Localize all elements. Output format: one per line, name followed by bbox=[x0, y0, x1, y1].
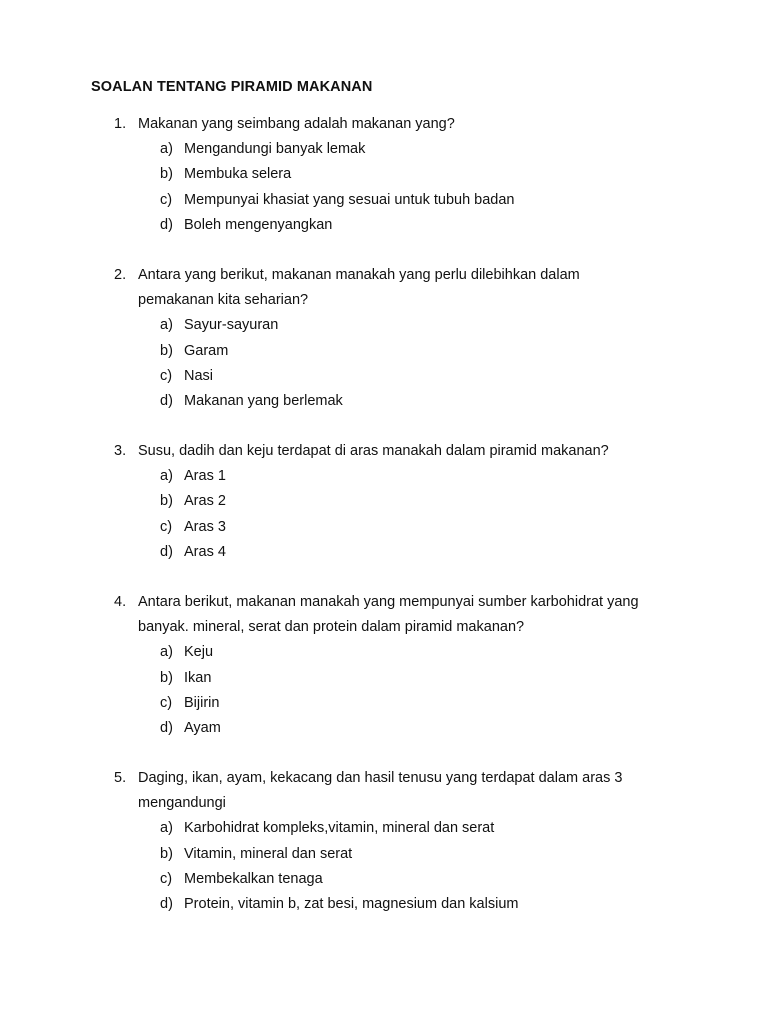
question-5 bbox=[0, 769, 768, 920]
option-c bbox=[0, 870, 768, 895]
option-letter: c) bbox=[160, 191, 173, 208]
option-letter: a) bbox=[160, 644, 173, 661]
option-text: Protein, vitamin b, zat besi, magnesium dan kalsium bbox=[184, 895, 519, 912]
option-letter: d) bbox=[160, 216, 173, 233]
option-text: Membekalkan tenaga bbox=[184, 870, 323, 887]
option-letter: b) bbox=[160, 845, 173, 862]
option-letter: c) bbox=[160, 367, 173, 384]
option-b bbox=[0, 669, 768, 694]
question-text: mengandungi bbox=[138, 795, 226, 812]
option-d bbox=[0, 216, 768, 241]
option-d bbox=[0, 895, 768, 920]
question-number: 4. bbox=[114, 594, 127, 610]
option-text: Keju bbox=[184, 644, 214, 661]
question-number: 1. bbox=[114, 116, 127, 132]
option-b bbox=[0, 342, 768, 367]
option-c bbox=[0, 367, 768, 392]
option-text: Nasi bbox=[184, 367, 214, 384]
question-line bbox=[0, 618, 768, 643]
option-c bbox=[0, 694, 768, 719]
option-text: Aras 2 bbox=[184, 493, 226, 510]
option-letter: d) bbox=[160, 719, 173, 736]
option-text: Vitamin, mineral dan serat bbox=[184, 845, 353, 862]
question-line bbox=[0, 794, 768, 819]
option-letter: c) bbox=[160, 870, 173, 887]
option-text: Aras 3 bbox=[184, 518, 226, 535]
question-1 bbox=[0, 115, 768, 241]
option-d bbox=[0, 392, 768, 417]
question-text: Antara yang berikut, makanan manakah yang perlu dilebihkan dalam bbox=[138, 267, 580, 283]
page-title: SOALAN TENTANG PIRAMID MAKANAN bbox=[91, 79, 373, 95]
option-text: Ikan bbox=[184, 669, 212, 686]
option-b bbox=[0, 492, 768, 517]
option-letter: d) bbox=[160, 895, 173, 912]
option-text: Makanan yang berlemak bbox=[184, 392, 343, 409]
question-3 bbox=[0, 442, 768, 568]
option-letter: a) bbox=[160, 468, 173, 485]
option-a bbox=[0, 140, 768, 165]
question-4 bbox=[0, 593, 768, 744]
option-letter: d) bbox=[160, 543, 173, 560]
option-letter: d) bbox=[160, 392, 173, 409]
option-text: Garam bbox=[184, 342, 229, 359]
question-text: Makanan yang seimbang adalah makanan yang? bbox=[138, 116, 455, 132]
option-b bbox=[0, 165, 768, 190]
option-a bbox=[0, 643, 768, 668]
option-text: Boleh mengenyangkan bbox=[184, 216, 333, 233]
option-d bbox=[0, 719, 768, 744]
question-line bbox=[0, 442, 768, 467]
question-line bbox=[0, 266, 768, 291]
question-line bbox=[0, 291, 768, 316]
option-text: Sayur-sayuran bbox=[184, 317, 279, 334]
option-d bbox=[0, 543, 768, 568]
option-text: Membuka selera bbox=[184, 166, 292, 183]
option-text: Bijirin bbox=[184, 694, 220, 711]
option-a bbox=[0, 467, 768, 492]
option-text: Aras 4 bbox=[184, 543, 226, 560]
question-line bbox=[0, 769, 768, 794]
option-c bbox=[0, 518, 768, 543]
option-text: Mengandungi banyak lemak bbox=[184, 141, 366, 158]
option-letter: c) bbox=[160, 518, 173, 535]
question-line bbox=[0, 593, 768, 618]
option-text: Karbohidrat kompleks,vitamin, mineral dan serat bbox=[184, 820, 495, 837]
question-text: Susu, dadih dan keju terdapat di aras manakah dalam piramid makanan? bbox=[138, 443, 609, 459]
question-text: banyak. mineral, serat dan protein dalam piramid makanan? bbox=[138, 619, 525, 636]
question-2 bbox=[0, 266, 768, 417]
option-letter: a) bbox=[160, 820, 173, 837]
option-letter: b) bbox=[160, 342, 173, 359]
option-letter: a) bbox=[160, 317, 173, 334]
option-letter: b) bbox=[160, 166, 173, 183]
option-letter: b) bbox=[160, 493, 173, 510]
question-number: 5. bbox=[114, 770, 127, 786]
option-b bbox=[0, 845, 768, 870]
option-text: Mempunyai khasiat yang sesuai untuk tubuh badan bbox=[184, 191, 515, 208]
option-letter: a) bbox=[160, 141, 173, 158]
question-line bbox=[0, 115, 768, 140]
question-number: 2. bbox=[114, 267, 127, 283]
question-text: pemakanan kita seharian? bbox=[138, 292, 309, 309]
option-c bbox=[0, 191, 768, 216]
option-a bbox=[0, 819, 768, 844]
question-number: 3. bbox=[114, 443, 127, 459]
option-text: Aras 1 bbox=[184, 468, 226, 485]
question-text: Antara berikut, makanan manakah yang mempunyai sumber karbohidrat yang bbox=[138, 594, 639, 610]
option-letter: b) bbox=[160, 669, 173, 686]
option-letter: c) bbox=[160, 694, 173, 711]
option-text: Ayam bbox=[184, 719, 221, 736]
option-a bbox=[0, 316, 768, 341]
question-text: Daging, ikan, ayam, kekacang dan hasil tenusu yang terdapat dalam aras 3 bbox=[138, 770, 623, 786]
